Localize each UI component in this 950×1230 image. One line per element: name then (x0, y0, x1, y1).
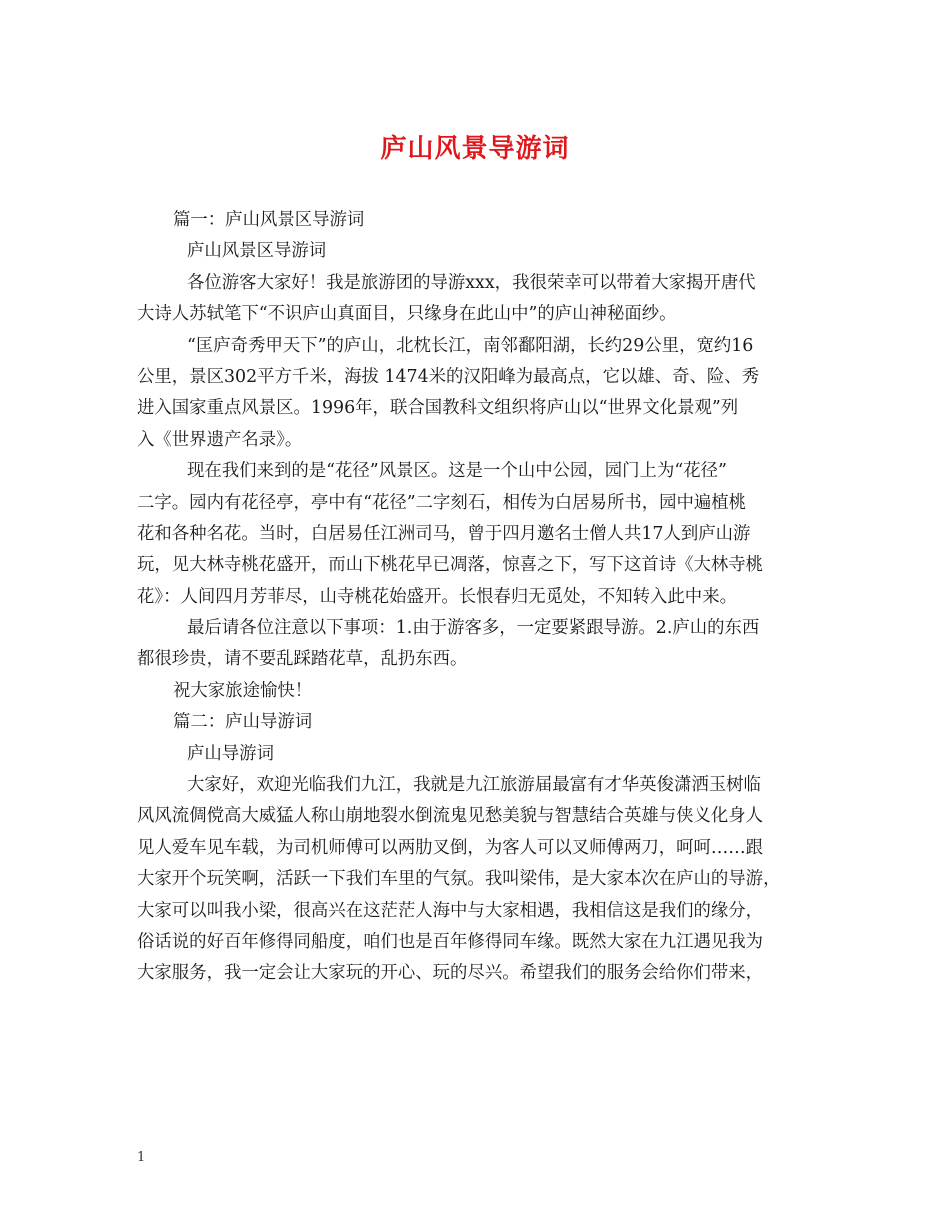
text-line: 大家开个玩笑啊，活跃一下我们车里的气氛。我叫梁伟，是大家本次在庐山的导游， (137, 869, 781, 890)
text-line: 篇一：庐山风景区导游词 (173, 210, 365, 230)
text-line: 庐山风景区导游词 (187, 241, 327, 262)
text-line: 大诗人苏轼笔下“不识庐山真面目，只缘身在此山中”的庐山神秘面纱。 (137, 304, 677, 325)
text-line: 风风流倜傥高大威猛人称山崩地裂水倒流鬼见愁美貌与智慧结合英雄与侠义化身人 (137, 806, 764, 827)
text-line: 玩，见大林寺桃花盛开，而山下桃花早已凋落，惊喜之下，写下这首诗《大林寺桃 (137, 555, 764, 576)
text-line: 都很珍贵，请不要乱踩踏花草，乱扔东西。 (137, 649, 468, 670)
text-line: 公里，景区302平方千米，海拔 1474米的汉阳峰为最高点，它以雄、奇、险、秀 (137, 366, 760, 387)
text-line: 进入国家重点风景区。1996年，联合国教科文组织将庐山以“世界文化景观”列 (137, 398, 739, 419)
page-number: 1 (137, 1150, 146, 1165)
text-line: 花》：人间四月芳菲尽，山寺桃花始盛开。长恨春归无觅处，不知转入此中来。 (137, 586, 737, 607)
text-line: 二字。园内有花径亭，亭中有“花径”二字刻石，相传为白居易所书，园中遍植桃 (137, 492, 747, 513)
document-body (137, 205, 827, 990)
text-line: 大家可以叫我小梁，很高兴在这茫茫人海中与大家相遇，我相信这是我们的缘分， (137, 900, 764, 921)
text-line: 入《世界遗产名录》。 (137, 429, 303, 450)
text-line: 花和各种名花。当时，白居易任江洲司马，曾于四月邀名士僧人共17人到庐山游 (137, 523, 751, 544)
text-line: 最后请各位注意以下事项：1.由于游客多，一定要紧跟导游。2.庐山的东西 (187, 618, 760, 639)
document-title: 庐山风景导游词 (380, 134, 570, 164)
text-line: 见人爱车见车载，为司机师傅可以两肋叉倒，为客人可以叉师傅两刀，呵呵……跟 (137, 837, 764, 858)
text-line: “匡庐奇秀甲天下”的庐山，北枕长江，南邻鄱阳湖，长约29公里，宽约16 (187, 335, 754, 356)
text-line: 大家服务，我一定会让大家玩的开心、玩的尽兴。希望我们的服务会给你们带来， (137, 963, 764, 984)
text-line: 现在我们来到的是“花径”风景区。这是一个山中公园，园门上为“花径” (187, 461, 727, 482)
text-line: 俗话说的好百年修得同船度，咱们也是百年修得同车缘。既然大家在九江遇见我为 (137, 931, 764, 952)
text-line: 各位游客大家好！我是旅游团的导游xxx，我很荣幸可以带着大家揭开唐代 (187, 272, 756, 293)
text-line: 篇二：庐山导游词 (173, 712, 313, 733)
text-line: 祝大家旅途愉快！ (173, 680, 313, 701)
text-line: 大家好，欢迎光临我们九江，我就是九江旅游届最富有才华英俊潇洒玉树临 (187, 775, 761, 796)
text-line: 庐山导游词 (187, 743, 274, 764)
